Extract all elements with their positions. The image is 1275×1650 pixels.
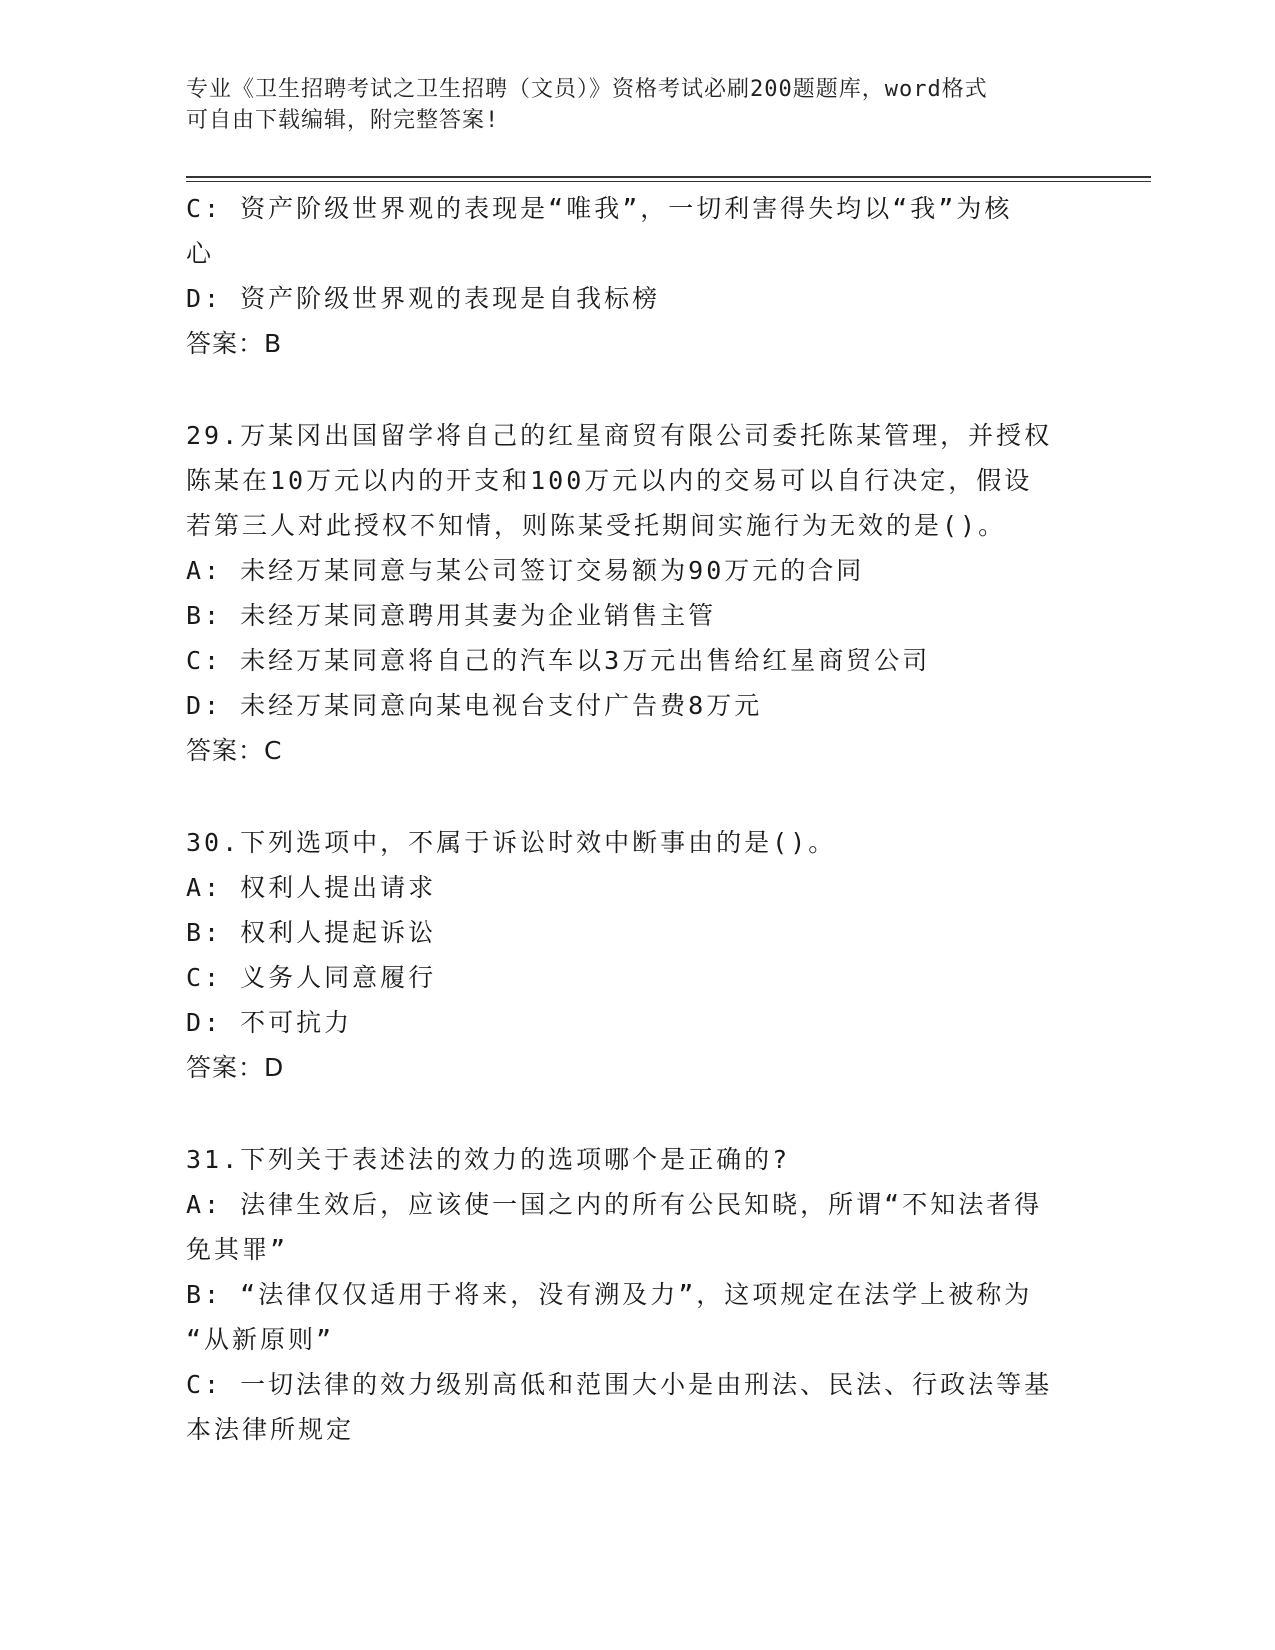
option-a-line-2: 免其罪” xyxy=(186,1235,289,1264)
option-a: A: 未经万某同意与某公司签订交易额为90万元的合同 xyxy=(186,556,865,585)
option-d: D: 未经万某同意向某电视台支付广告费8万元 xyxy=(186,691,763,720)
spacer xyxy=(186,773,1076,820)
option-c-line-2: 本法律所规定 xyxy=(186,1415,355,1444)
document-body xyxy=(186,186,1076,1452)
header-divider-thin xyxy=(186,181,1151,182)
header-divider-thick xyxy=(186,176,1151,178)
option-a-line-1: A: 法律生效后，应该使一国之内的所有公民知晓，所谓“不知法者得 xyxy=(186,1190,1043,1219)
header-line-2: 可自由下载编辑，附完整答案! xyxy=(186,108,500,133)
question-stem-line-1: 29.万某冈出国留学将自己的红星商贸有限公司委托陈某管理，并授权 xyxy=(186,421,1053,450)
option-b: B: 权利人提起诉讼 xyxy=(186,918,437,947)
answer-line: 答案：D xyxy=(186,1053,285,1082)
option-c: C: 义务人同意履行 xyxy=(186,963,437,992)
question-stem: 31.下列关于表述法的效力的选项哪个是正确的? xyxy=(186,1145,791,1174)
question-stem-line-3: 若第三人对此授权不知情，则陈某受托期间实施行为无效的是()。 xyxy=(186,511,1007,540)
spacer xyxy=(186,366,1076,413)
question-block-previous xyxy=(186,186,1076,366)
option-b-line-2: “从新原则” xyxy=(186,1325,335,1354)
option-c-line-2: 心 xyxy=(186,239,215,268)
option-c-line-1: C: 资产阶级世界观的表现是“唯我”，一切利害得失均以“我”为核 xyxy=(186,194,1013,223)
option-c: C: 未经万某同意将自己的汽车以3万元出售给红星商贸公司 xyxy=(186,646,931,675)
question-block-29 xyxy=(186,413,1076,773)
question-stem: 30.下列选项中，不属于诉讼时效中断事由的是()。 xyxy=(186,828,837,857)
option-d: D: 资产阶级世界观的表现是自我标榜 xyxy=(186,284,661,313)
question-block-30 xyxy=(186,820,1076,1090)
option-d: D: 不可抗力 xyxy=(186,1008,353,1037)
question-stem-line-2: 陈某在10万元以内的开支和100万元以内的交易可以自行决定，假设 xyxy=(186,466,1033,495)
option-b-line-1: B: “法律仅仅适用于将来，没有溯及力”，这项规定在法学上被称为 xyxy=(186,1280,1033,1309)
question-block-31 xyxy=(186,1137,1076,1452)
option-a: A: 权利人提出请求 xyxy=(186,873,437,902)
spacer xyxy=(186,1090,1076,1137)
header-line-1: 专业《卫生招聘考试之卫生招聘（文员）》资格考试必刷200题题库，word格式 xyxy=(186,77,988,102)
answer-line: 答案：C xyxy=(186,736,283,765)
answer-line: 答案：B xyxy=(186,329,283,358)
document-header xyxy=(186,74,1066,136)
option-c-line-1: C: 一切法律的效力级别高低和范围大小是由刑法、民法、行政法等基 xyxy=(186,1370,1053,1399)
option-b: B: 未经万某同意聘用其妻为企业销售主管 xyxy=(186,601,717,630)
